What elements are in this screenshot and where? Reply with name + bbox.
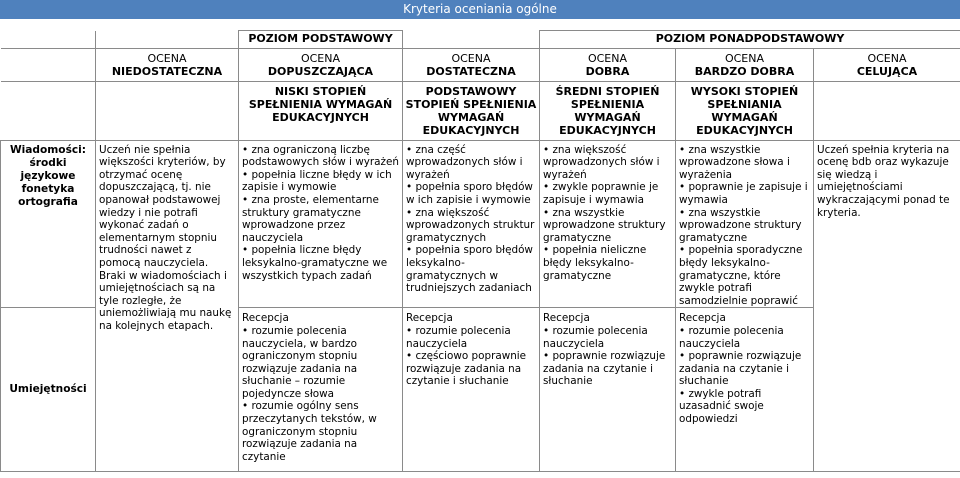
skills-dopuszczajaca: Recepcja • rozumie polecenia nauczyciela, w bardzo ograniczonym stopniu rozwiązuje zadania na słuchanie – rozumie pojedyncze słowa • rozumie ogólny sens przeczytanych tekstów, w ograniczonym stopniu rozwiązuje zadania na czytanie — [239, 308, 403, 472]
grade-niedostateczna: OCENA NIEDOSTATECZNA — [96, 48, 239, 81]
page-title: Kryteria oceniania ogólne — [0, 0, 960, 19]
corner-cell — [96, 31, 239, 49]
corner-cell — [1, 31, 96, 49]
knowledge-dobra: • zna większość wprowadzonych słów i wyrażeń • zwykle poprawnie je zapisuje i wymawia • zna wszystkie wprowadzone struktury gramatyczne • popełnia nieliczne błędy leksykalno-gramatyczne — [540, 140, 676, 308]
grade-bardzo-dobra: OCENA BARDZO DOBRA — [676, 48, 814, 81]
criteria-table — [0, 30, 960, 472]
row-header-knowledge: Wiadomości: środki językowe fonetyka ortografia — [1, 140, 96, 308]
row-header-skills: Umiejętności — [1, 308, 96, 472]
requirement-basic: PODSTAWOWY STOPIEŃ SPEŁNIENIA WYMAGAŃ EDUKACYJNYCH — [403, 81, 540, 140]
grade-celujaca: OCENA CELUJĄCA — [814, 48, 960, 81]
knowledge-bardzo-dobra: • zna wszystkie wprowadzone słowa i wyrażenia • poprawnie je zapisuje i wymawia • zna wszystkie wprowadzone struktury gramatyczne • popełnia sporadyczne błędy leksykalno-gramatyczne, które zwykle potrafi samodzielnie poprawić — [676, 140, 814, 308]
requirement-medium: ŚREDNI STOPIEŃ SPEŁNIENIA WYMAGAŃ EDUKACYJNYCH — [540, 81, 676, 140]
knowledge-dopuszczajaca: • zna ograniczoną liczbę podstawowych słów i wyrażeń • popełnia liczne błędy w ich zapisie i wymowie • zna proste, elementarne struktury gramatyczne wprowadzone przez nauczyciela • popełnia liczne błędy leksykalno-gramatyczne we wszystkich typach zadań — [239, 140, 403, 308]
spacer-cell — [814, 81, 960, 140]
skills-bardzo-dobra: Recepcja • rozumie polecenia nauczyciela • poprawnie rozwiązuje zadania na czytanie i słuchanie • zwykle potrafi uzasadnić swoje odpowiedzi — [676, 308, 814, 472]
knowledge-dostateczna: • zna część wprowadzonych słów i wyrażeń • popełnia sporo błędów w ich zapisie i wymowie • zna większość wprowadzonych struktur gramatycznych • popełnia sporo błędów leksykalno-gramatycznych w trudniejszych zadaniach — [403, 140, 540, 308]
celujaca-description: Uczeń spełnia kryteria na ocenę bdb oraz wykazuje się wiedzą i umiejętnościami wykraczającymi ponad te kryteria. — [814, 140, 960, 472]
spacer-cell — [96, 81, 239, 140]
corner-cell — [1, 48, 96, 81]
level-advanced: POZIOM PONADPODSTAWOWY — [540, 31, 960, 49]
requirement-low: NISKI STOPIEŃ SPEŁNIENIA WYMAGAŃ EDUKACYJNYCH — [239, 81, 403, 140]
corner-cell — [1, 81, 96, 140]
skills-dostateczna: Recepcja • rozumie polecenia nauczyciela • częściowo poprawnie rozwiązuje zadania na czytanie i słuchanie — [403, 308, 540, 472]
requirement-high: WYSOKI STOPIEŃ SPEŁNIANIA WYMAGAŃ EDUKACYJNYCH — [676, 81, 814, 140]
spacer-cell — [403, 31, 540, 49]
level-basic: POZIOM PODSTAWOWY — [239, 31, 403, 49]
grade-dopuszczajaca: OCENA DOPUSZCZAJĄCA — [239, 48, 403, 81]
grade-dostateczna: OCENA DOSTATECZNA — [403, 48, 540, 81]
skills-dobra: Recepcja • rozumie polecenia nauczyciela • poprawnie rozwiązuje zadania na czytanie i słuchanie — [540, 308, 676, 472]
grade-dobra: OCENA DOBRA — [540, 48, 676, 81]
niedostateczna-description: Uczeń nie spełnia większości kryteriów, by otrzymać ocenę dopuszczającą, tj. nie opanował podstawowej wiedzy i nie potrafi wykonać zadań o elementarnym stopniu trudności nawet z pomocą nauczyciela. Braki w wiadomościach i umiejętnościach są na tyle rozległe, że uniemożliwiają mu naukę na kolejnych etapach. — [96, 140, 239, 472]
